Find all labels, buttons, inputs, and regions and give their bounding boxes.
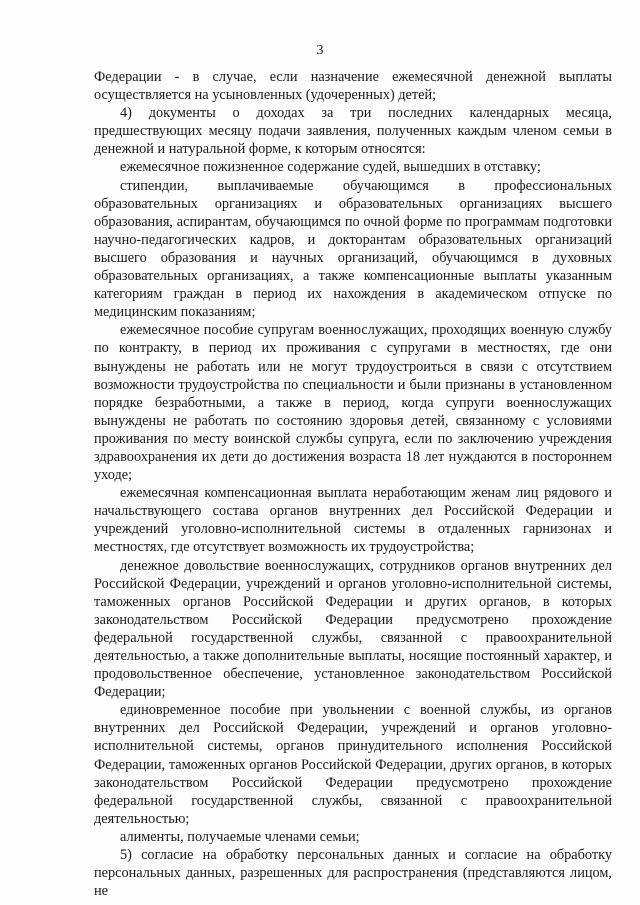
paragraph: ежемесячное пособие супругам военнослужащих, проходящих военную службу по контракту, в период их проживания с супругами в местностях, где они вынуждены не работать или не могут трудоустроиться в связи с отсутствием возможности трудоустройства по специальности и были признаны в установленном порядке безработными, а также в период, когда супруги военнослужащих вынуждены не работать по состоянию здоровья детей, связанному с условиями проживания по месту воинской службы супруга, если по заключению учреждения здравоохранения их дети до достижения возраста 18 лет нуждаются в постороннем уходе; (94, 322, 612, 484)
document-body (94, 68, 612, 900)
paragraph: денежное довольствие военнослужащих, сотрудников органов внутренних дел Российской Федерации, учреждений и органов уголовно-исполнительной системы, таможенных органов Российской Федерации и других органов, в которых законодательством Российской Федерации предусмотрено прохождение федеральной государственной службы, связанной с правоохранительной деятельностью, а также дополнительные выплаты, носящие постоянный характер, и продовольственное обеспечение, установленное законодательством Российской Федерации; (94, 557, 612, 701)
paragraph: ежемесячная компенсационная выплата неработающим женам лиц рядового и начальствующего состава органов внутренних дел Российской Федерации и учреждений уголовно-исполнительной системы в отдаленных гарнизонах и местностях, где отсутствует возможность их трудоустройства; (94, 485, 612, 556)
paragraph: ежемесячное пожизненное содержание судей, вышедших в отставку; (120, 159, 541, 176)
paragraph: стипендии, выплачиваемые обучающимся в профессиональных образовательных организациях и образовательных организациях высшего образования, аспирантам, обучающимся по очной форме по программам подготовки научно-педагогических кадров, и докторантам образовательных организаций высшего образования и научных организаций, обучающимся в духовных образовательных организациях, а также компенсационные выплаты указанным категориям граждан в период их нахождения в академическом отпуске по медицинским показаниям; (94, 177, 612, 321)
page-number: 3 (316, 43, 324, 58)
paragraph: 5) согласие на обработку персональных данных и согласие на обработку персональных данных, разрешенных для распространения (представляются лицом, не (94, 847, 612, 900)
paragraph: 4) документы о доходах за три последних календарных месяца, предшествующих месяцу подачи заявления, полученных каждым членом семьи в денежной и натуральной форме, к которым относятся: (94, 105, 612, 158)
paragraph: единовременное пособие при увольнении с военной службы, из органов внутренних дел Российской Федерации, учреждений и органов уголовно-исполнительной системы, органов принудительного исполнения Российской Федерации, таможенных органов Российской Федерации, других органов, в которых законодательством Российской Федерации предусмотрено прохождение федеральной государственной службы, связанной с правоохранительной деятельностью; (94, 702, 612, 827)
paragraph: алименты, получаемые членами семьи; (120, 828, 360, 845)
paragraph: Федерации - в случае, если назначение ежемесячной денежной выплаты осуществляется на усыновленных (удочеренных) детей; (94, 69, 612, 104)
